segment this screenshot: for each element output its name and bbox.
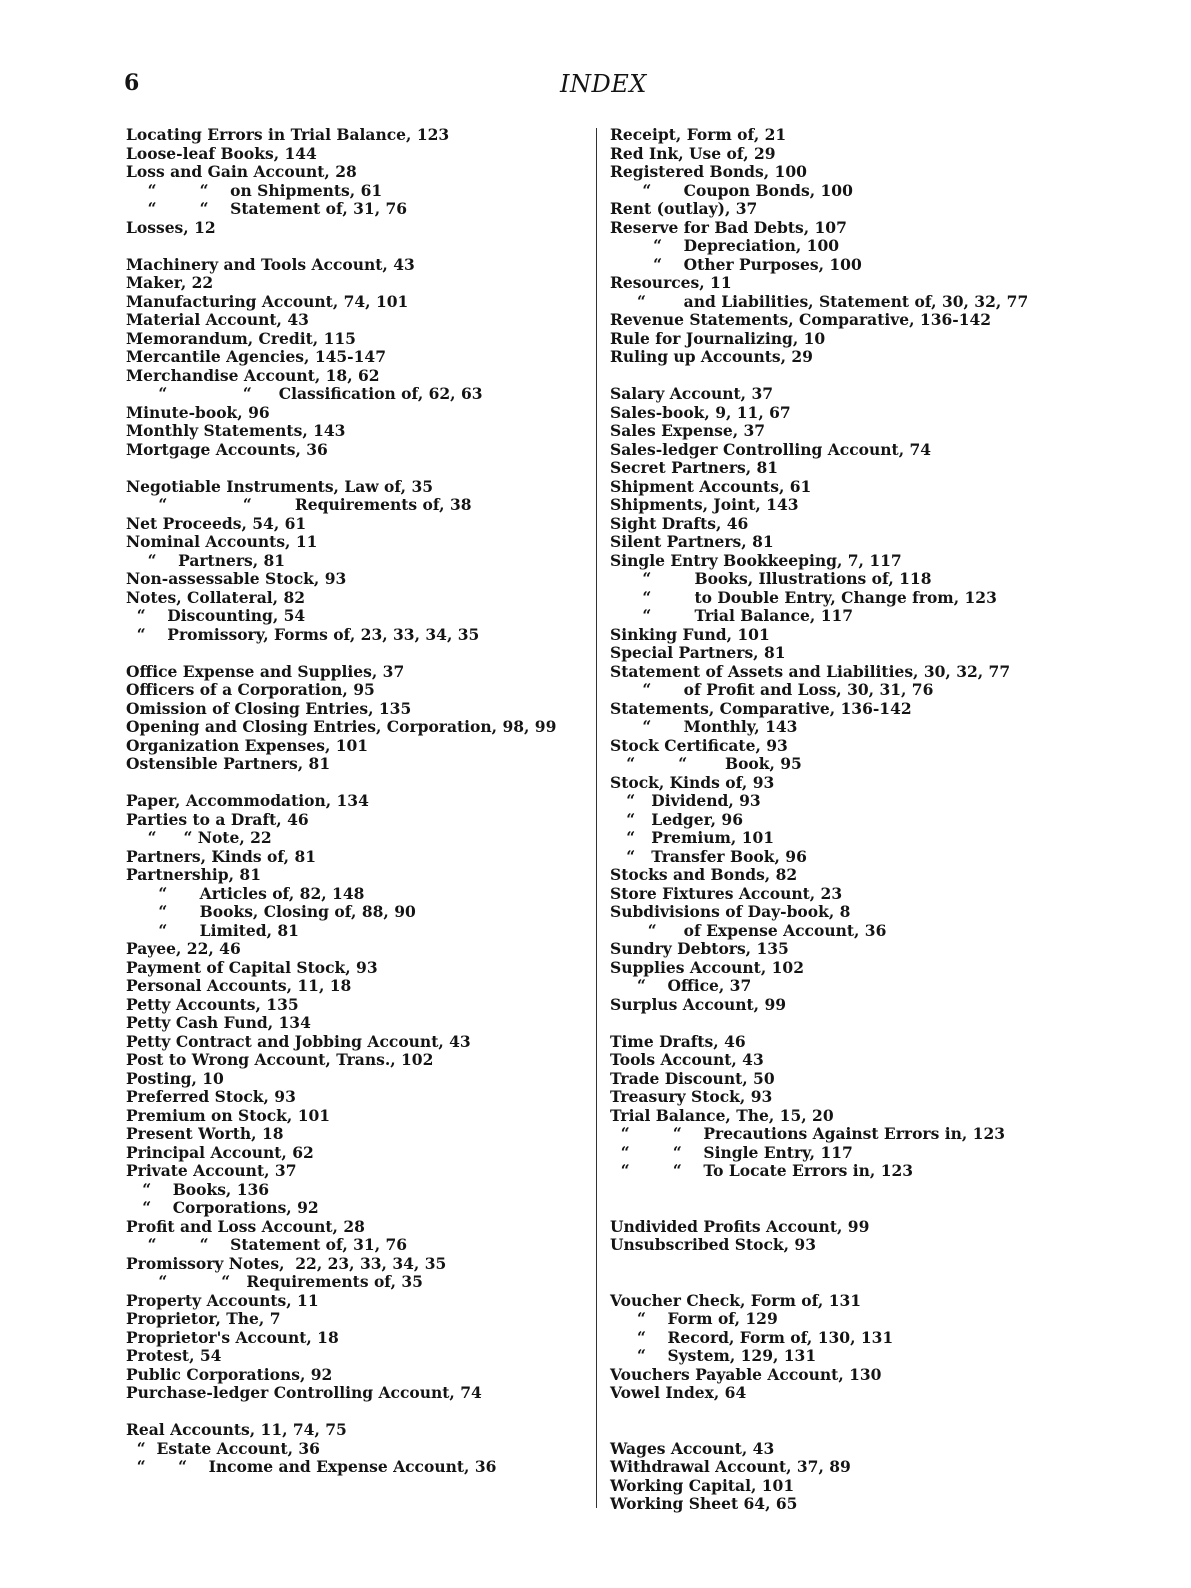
index-entry: “ Articles of, 82, 148	[126, 883, 365, 903]
index-entry: Organization Expenses, 101	[126, 735, 369, 755]
index-entry: Statement of Assets and Liabilities, 30, 32, 77	[610, 661, 1011, 681]
index-entry: Proprietor's Account, 18	[126, 1327, 339, 1347]
index-entry: “ System, 129, 131	[610, 1346, 817, 1365]
index-entry: Locating Errors in Trial Balance, 123	[126, 125, 450, 144]
index-entry: Payment of Capital Stock, 93	[126, 957, 378, 977]
index-entry: “ Dividend, 93	[610, 791, 761, 810]
index-entry: Premium on Stock, 101	[126, 1105, 331, 1125]
index-entry: Material Account, 43	[126, 310, 309, 329]
index-entry: “ Promissory, Forms of, 23, 33, 34, 35	[126, 624, 480, 644]
index-entry: Rent (outlay), 37	[610, 199, 758, 218]
index-entry: “ Books, Illustrations of, 118	[610, 569, 932, 588]
index-entry: Secret Partners, 81	[610, 458, 779, 477]
index-entry: Payee, 22, 46	[126, 939, 241, 958]
index-entry: Net Proceeds, 54, 61	[126, 513, 307, 533]
index-entry: “ Books, Closing of, 88, 90	[126, 902, 416, 921]
index-entry: Preferred Stock, 93	[126, 1087, 296, 1106]
index-entry: Red Ink, Use of, 29	[610, 143, 776, 163]
index-entry: Statements, Comparative, 136-142	[610, 698, 912, 718]
entry-spacer	[610, 1199, 1080, 1218]
index-entry: “ “ on Shipments, 61	[126, 180, 383, 200]
index-entry: Revenue Statements, Comparative, 136-142	[610, 310, 992, 329]
entry-spacer	[126, 459, 581, 478]
index-entry: Profit and Loss Account, 28	[126, 1216, 365, 1236]
index-entry: Non-assessable Stock, 93	[126, 569, 347, 588]
index-entry: Promissory Notes, 22, 23, 33, 34, 35	[126, 1253, 447, 1273]
index-entry: “ “ Requirements of, 38	[126, 495, 472, 514]
entry-spacer	[610, 1403, 1080, 1422]
index-entry: Rule for Journalizing, 10	[610, 328, 826, 348]
index-entry: Post to Wrong Account, Trans., 102	[126, 1050, 434, 1069]
index-entry: “ Depreciation, 100	[610, 236, 840, 255]
index-entry: Petty Contract and Jobbing Account, 43	[126, 1031, 471, 1051]
index-entry: Undivided Profits Account, 99	[610, 1216, 870, 1236]
index-entry: Losses, 12	[126, 217, 216, 237]
index-entry: “ “ Statement of, 31, 76	[126, 199, 408, 218]
index-entry: “ “ Note, 22	[126, 828, 272, 847]
index-entry: “ Trial Balance, 117	[610, 606, 854, 625]
index-entry: Wages Account, 43	[610, 1438, 775, 1458]
entry-spacer	[126, 1403, 581, 1422]
index-entry: “ Premium, 101	[610, 828, 775, 847]
index-entry: “ “ Statement of, 31, 76	[126, 1235, 408, 1254]
index-entry: Officers of a Corporation, 95	[126, 680, 375, 699]
index-entry: Protest, 54	[126, 1346, 222, 1365]
index-entry: “ “ Precautions Against Errors in, 123	[610, 1124, 1006, 1143]
index-entry: Single Entry Bookkeeping, 7, 117	[610, 550, 902, 570]
index-right-column	[610, 126, 1080, 1514]
index-entry: Trial Balance, The, 15, 20	[610, 1105, 834, 1125]
index-entry: Special Partners, 81	[610, 643, 786, 662]
index-entry: Nominal Accounts, 11	[126, 532, 318, 551]
column-divider	[596, 128, 597, 1508]
index-entry: Minute-book, 96	[126, 402, 270, 422]
entry-spacer	[610, 1421, 1080, 1440]
index-entry: Proprietor, The, 7	[126, 1309, 281, 1328]
index-entry: Stocks and Bonds, 82	[610, 865, 798, 884]
index-entry: Resources, 11	[610, 273, 732, 292]
index-entry: Memorandum, Credit, 115	[126, 328, 356, 348]
index-entry: Subdivisions of Day-book, 8	[610, 902, 851, 921]
index-entry: Sinking Fund, 101	[610, 624, 770, 644]
index-entry: Receipt, Form of, 21	[610, 125, 787, 144]
index-left-column	[126, 126, 581, 1477]
index-entry: “ Form of, 129	[610, 1309, 778, 1328]
index-entry: Reserve for Bad Debts, 107	[610, 217, 847, 237]
index-entry: Paper, Accommodation, 134	[126, 791, 369, 810]
index-entry: Partners, Kinds of, 81	[126, 846, 317, 866]
index-entry: Maker, 22	[126, 273, 214, 292]
page-number: 6	[124, 70, 140, 96]
index-entry: Vouchers Payable Account, 130	[610, 1364, 882, 1384]
index-entry: Tools Account, 43	[610, 1050, 764, 1069]
index-entry: “ “ Classification of, 62, 63	[126, 384, 483, 403]
index-entry: Sales Expense, 37	[610, 421, 766, 440]
entry-spacer	[126, 644, 581, 663]
index-entry: “ of Profit and Loss, 30, 31, 76	[610, 680, 934, 699]
index-entry: “ and Liabilities, Statement of, 30, 32, 77	[610, 291, 1029, 311]
index-entry: Salary Account, 37	[610, 384, 774, 403]
index-entry: Trade Discount, 50	[610, 1068, 775, 1088]
index-entry: Stock Certificate, 93	[610, 735, 788, 755]
index-entry: “ “ Requirements of, 35	[126, 1272, 423, 1291]
index-entry: Treasury Stock, 93	[610, 1087, 773, 1106]
index-entry: Silent Partners, 81	[610, 532, 774, 551]
index-entry: Property Accounts, 11	[126, 1290, 319, 1310]
index-entry: “ Other Purposes, 100	[610, 254, 862, 274]
index-entry: “ “ To Locate Errors in, 123	[610, 1161, 914, 1180]
index-entry: Registered Bonds, 100	[610, 162, 807, 181]
entry-spacer	[610, 1014, 1080, 1033]
index-entry: Real Accounts, 11, 74, 75	[126, 1420, 347, 1439]
index-entry: “ Transfer Book, 96	[610, 846, 807, 866]
index-entry: Monthly Statements, 143	[126, 421, 346, 440]
index-entry: Vowel Index, 64	[610, 1383, 747, 1402]
entry-spacer	[610, 1181, 1080, 1200]
index-entry: Voucher Check, Form of, 131	[610, 1290, 862, 1310]
page-title: INDEX	[560, 70, 647, 98]
index-entry: Mortgage Accounts, 36	[126, 439, 328, 459]
index-entry: Withdrawal Account, 37, 89	[610, 1457, 851, 1476]
index-entry: Negotiable Instruments, Law of, 35	[126, 476, 434, 496]
index-entry: Private Account, 37	[126, 1161, 297, 1180]
index-entry: Time Drafts, 46	[610, 1031, 746, 1051]
index-entry: Mercantile Agencies, 145-147	[126, 347, 386, 366]
index-entry: “ Record, Form of, 130, 131	[610, 1327, 894, 1347]
index-entry: Stock, Kinds of, 93	[610, 772, 775, 792]
entry-spacer	[126, 774, 581, 793]
entry-spacer	[610, 1255, 1080, 1274]
index-entry: Supplies Account, 102	[610, 957, 804, 977]
index-entry: Surplus Account, 99	[610, 994, 787, 1014]
index-entry: Partnership, 81	[126, 865, 261, 884]
index-entry: “ Limited, 81	[126, 920, 299, 940]
index-entry: Omission of Closing Entries, 135	[126, 698, 412, 718]
index-entry: “ Monthly, 143	[610, 717, 798, 736]
index-entry: Sight Drafts, 46	[610, 513, 749, 533]
index-entry: Machinery and Tools Account, 43	[126, 254, 415, 274]
index-entry: “ Books, 136	[126, 1179, 270, 1199]
index-entry: Sales-book, 9, 11, 67	[610, 402, 791, 422]
index-entry: Store Fixtures Account, 23	[610, 883, 843, 903]
index-entry: Merchandise Account, 18, 62	[126, 365, 380, 385]
index-entry: “ Ledger, 96	[610, 809, 743, 829]
index-entry: Shipment Accounts, 61	[610, 476, 812, 496]
index-entry: “ Estate Account, 36	[126, 1438, 320, 1458]
index-entry: Opening and Closing Entries, Corporation, 98, 99	[126, 717, 557, 736]
index-entry: Public Corporations, 92	[126, 1364, 333, 1384]
index-entry: Manufacturing Account, 74, 101	[126, 291, 409, 311]
index-entry: Petty Cash Fund, 134	[126, 1013, 311, 1032]
index-entry: Loss and Gain Account, 28	[126, 162, 357, 181]
index-entry: “ “ Book, 95	[610, 754, 802, 773]
index-entry: Ostensible Partners, 81	[126, 754, 331, 773]
index-entry: Working Capital, 101	[610, 1475, 795, 1495]
index-entry: “ Coupon Bonds, 100	[610, 180, 853, 200]
index-entry: “ “ Income and Expense Account, 36	[126, 1457, 497, 1476]
entry-spacer	[610, 1273, 1080, 1292]
index-entry: “ Discounting, 54	[126, 606, 306, 625]
index-entry: “ Office, 37	[610, 976, 752, 995]
index-entry: Loose-leaf Books, 144	[126, 143, 317, 163]
index-entry: Principal Account, 62	[126, 1142, 314, 1162]
index-entry: Present Worth, 18	[126, 1124, 284, 1143]
index-entry: Office Expense and Supplies, 37	[126, 661, 405, 681]
index-entry: Sundry Debtors, 135	[610, 939, 789, 958]
index-entry: Petty Accounts, 135	[126, 994, 299, 1014]
index-entry: “ “ Single Entry, 117	[610, 1142, 853, 1162]
index-entry: Unsubscribed Stock, 93	[610, 1235, 817, 1254]
index-entry: Working Sheet 64, 65	[610, 1494, 798, 1513]
index-entry: Ruling up Accounts, 29	[610, 347, 813, 366]
index-entry: Parties to a Draft, 46	[126, 809, 309, 829]
entry-spacer	[126, 237, 581, 256]
index-entry: Personal Accounts, 11, 18	[126, 976, 352, 995]
entry-spacer	[610, 367, 1080, 386]
index-entry: Notes, Collateral, 82	[126, 587, 306, 607]
index-entry: “ to Double Entry, Change from, 123	[610, 587, 997, 607]
index-entry: Posting, 10	[126, 1068, 224, 1088]
index-entry: Purchase-ledger Controlling Account, 74	[126, 1383, 482, 1402]
index-entry: “ of Expense Account, 36	[610, 920, 887, 940]
index-entry: Shipments, Joint, 143	[610, 495, 799, 514]
index-entry: “ Corporations, 92	[126, 1198, 319, 1217]
index-entry: “ Partners, 81	[126, 550, 286, 570]
index-entry: Sales-ledger Controlling Account, 74	[610, 439, 932, 459]
